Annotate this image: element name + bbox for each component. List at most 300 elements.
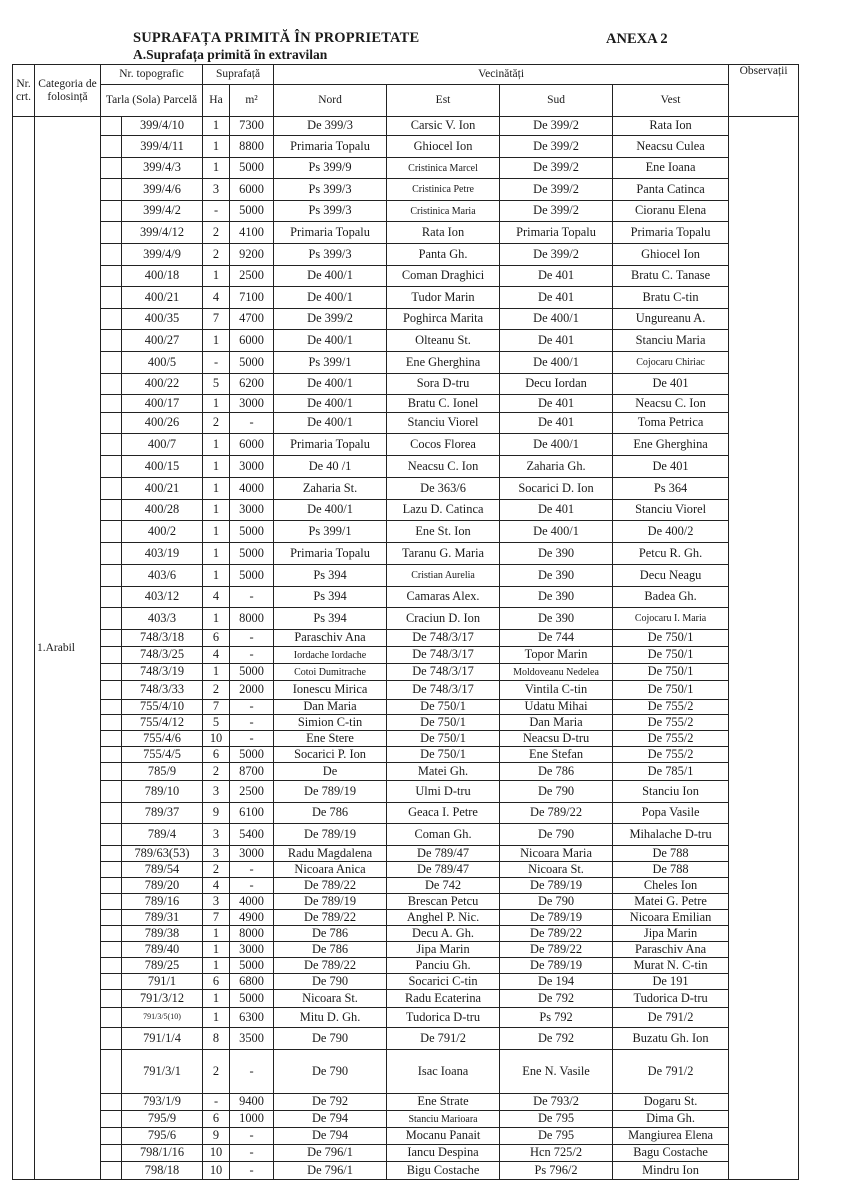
m2-cell: 7100 bbox=[230, 287, 274, 309]
north-cell: De 789/19 bbox=[274, 824, 387, 846]
east-cell: Ulmi D-tru bbox=[387, 781, 500, 803]
ha-cell: 1 bbox=[203, 434, 230, 456]
east-cell: Iancu Despina bbox=[387, 1145, 500, 1162]
west-cell: Nicoara Emilian bbox=[613, 910, 729, 926]
south-cell: De 390 bbox=[500, 543, 613, 565]
south-cell: De 744 bbox=[500, 630, 613, 647]
table-row bbox=[13, 647, 799, 664]
west-cell: Panta Catinca bbox=[613, 179, 729, 201]
table-row bbox=[13, 1128, 799, 1145]
west-cell: Cioranu Elena bbox=[613, 201, 729, 222]
tarla-cell bbox=[101, 1050, 122, 1094]
south-cell: De 790 bbox=[500, 824, 613, 846]
tarla-cell bbox=[101, 958, 122, 974]
header-south: Sud bbox=[500, 85, 613, 117]
west-cell: Neacsu Culea bbox=[613, 136, 729, 158]
parcel-cell: 791/3/5(10) bbox=[122, 1008, 203, 1028]
table-row bbox=[13, 309, 799, 330]
south-cell: De 789/22 bbox=[500, 803, 613, 824]
west-cell: De 755/2 bbox=[613, 700, 729, 715]
m2-cell: 6300 bbox=[230, 1008, 274, 1028]
north-cell: De 399/2 bbox=[274, 309, 387, 330]
west-cell: Ene Gherghina bbox=[613, 434, 729, 456]
west-cell: Ene Ioana bbox=[613, 158, 729, 179]
ha-cell: - bbox=[203, 201, 230, 222]
tarla-cell bbox=[101, 715, 122, 731]
m2-cell: - bbox=[230, 1050, 274, 1094]
north-cell: De 794 bbox=[274, 1128, 387, 1145]
m2-cell: 4000 bbox=[230, 478, 274, 500]
south-cell: De 789/19 bbox=[500, 958, 613, 974]
table-row bbox=[13, 990, 799, 1008]
table-row bbox=[13, 846, 799, 862]
ha-cell: 2 bbox=[203, 244, 230, 266]
table-row bbox=[13, 878, 799, 894]
parcel-cell: 748/3/18 bbox=[122, 630, 203, 647]
m2-cell: 5000 bbox=[230, 521, 274, 543]
east-cell: De 748/3/17 bbox=[387, 647, 500, 664]
table-row bbox=[13, 781, 799, 803]
tarla-cell bbox=[101, 608, 122, 630]
m2-cell: 5000 bbox=[230, 201, 274, 222]
ha-cell: 3 bbox=[203, 179, 230, 201]
table-row bbox=[13, 456, 799, 478]
south-cell: Neacsu D-tru bbox=[500, 731, 613, 747]
table-row bbox=[13, 1094, 799, 1111]
m2-cell: 3000 bbox=[230, 395, 274, 413]
m2-cell: 9400 bbox=[230, 1094, 274, 1111]
tarla-cell bbox=[101, 990, 122, 1008]
m2-cell: 8000 bbox=[230, 608, 274, 630]
west-cell: Stanciu Maria bbox=[613, 330, 729, 352]
south-cell: De 789/22 bbox=[500, 942, 613, 958]
north-cell: De 789/22 bbox=[274, 958, 387, 974]
north-cell: Ps 394 bbox=[274, 587, 387, 608]
north-cell: Ps 399/9 bbox=[274, 158, 387, 179]
m2-cell: - bbox=[230, 587, 274, 608]
parcel-cell: 789/63(53) bbox=[122, 846, 203, 862]
south-cell: Ps 792 bbox=[500, 1008, 613, 1028]
parcel-cell: 399/4/2 bbox=[122, 201, 203, 222]
west-cell: Mindru Ion bbox=[613, 1162, 729, 1180]
ha-cell: 2 bbox=[203, 862, 230, 878]
header-topo: Nr. topografic bbox=[101, 65, 203, 85]
header-ha: Ha bbox=[203, 85, 230, 117]
south-cell: Topor Marin bbox=[500, 647, 613, 664]
ha-cell: 5 bbox=[203, 715, 230, 731]
south-cell: De 793/2 bbox=[500, 1094, 613, 1111]
tarla-cell bbox=[101, 824, 122, 846]
east-cell: Stanciu Marioara bbox=[387, 1111, 500, 1128]
west-cell: Murat N. C-tin bbox=[613, 958, 729, 974]
ha-cell: 4 bbox=[203, 647, 230, 664]
south-cell: De 400/1 bbox=[500, 434, 613, 456]
west-cell: Stanciu Viorel bbox=[613, 500, 729, 521]
east-cell: Anghel P. Nic. bbox=[387, 910, 500, 926]
m2-cell: - bbox=[230, 878, 274, 894]
table-row bbox=[13, 158, 799, 179]
ha-cell: 2 bbox=[203, 413, 230, 434]
m2-cell: 5000 bbox=[230, 990, 274, 1008]
ha-cell: 1 bbox=[203, 958, 230, 974]
west-cell: De 750/1 bbox=[613, 681, 729, 700]
west-cell: Toma Petrica bbox=[613, 413, 729, 434]
north-cell: De 400/1 bbox=[274, 330, 387, 352]
m2-cell: 9200 bbox=[230, 244, 274, 266]
property-table bbox=[12, 64, 799, 1180]
south-cell: De 399/2 bbox=[500, 179, 613, 201]
parcel-cell: 789/25 bbox=[122, 958, 203, 974]
parcel-cell: 400/21 bbox=[122, 287, 203, 309]
table-row bbox=[13, 500, 799, 521]
table-body bbox=[13, 117, 799, 1180]
m2-cell: - bbox=[230, 731, 274, 747]
south-cell: De 789/22 bbox=[500, 926, 613, 942]
table-row bbox=[13, 352, 799, 374]
table-row bbox=[13, 543, 799, 565]
south-cell: De 401 bbox=[500, 266, 613, 287]
tarla-cell bbox=[101, 1162, 122, 1180]
north-cell: De 400/1 bbox=[274, 413, 387, 434]
table-row bbox=[13, 374, 799, 395]
parcel-cell: 400/2 bbox=[122, 521, 203, 543]
north-cell: Ps 399/1 bbox=[274, 521, 387, 543]
east-cell: Stanciu Viorel bbox=[387, 413, 500, 434]
east-cell: Coman Draghici bbox=[387, 266, 500, 287]
table-row bbox=[13, 521, 799, 543]
table-row bbox=[13, 664, 799, 681]
east-cell: De 789/47 bbox=[387, 846, 500, 862]
parcel-cell: 400/26 bbox=[122, 413, 203, 434]
west-cell: De 191 bbox=[613, 974, 729, 990]
tarla-cell bbox=[101, 266, 122, 287]
east-cell: Neacsu C. Ion bbox=[387, 456, 500, 478]
table-row bbox=[13, 630, 799, 647]
north-cell: De 796/1 bbox=[274, 1145, 387, 1162]
east-cell: Ene Strate bbox=[387, 1094, 500, 1111]
ha-cell: 3 bbox=[203, 824, 230, 846]
parcel-cell: 748/3/25 bbox=[122, 647, 203, 664]
ha-cell: 2 bbox=[203, 763, 230, 781]
tarla-cell bbox=[101, 287, 122, 309]
east-cell: De 750/1 bbox=[387, 700, 500, 715]
north-cell: Zaharia St. bbox=[274, 478, 387, 500]
east-cell: Craciun D. Ion bbox=[387, 608, 500, 630]
east-cell: Coman Gh. bbox=[387, 824, 500, 846]
south-cell: Moldoveanu Nedelea bbox=[500, 664, 613, 681]
table-row bbox=[13, 715, 799, 731]
east-cell: De 791/2 bbox=[387, 1028, 500, 1050]
north-cell: De 399/3 bbox=[274, 117, 387, 136]
tarla-cell bbox=[101, 681, 122, 700]
table-row bbox=[13, 958, 799, 974]
table-row bbox=[13, 395, 799, 413]
ha-cell: 1 bbox=[203, 395, 230, 413]
tarla-cell bbox=[101, 664, 122, 681]
parcel-cell: 400/5 bbox=[122, 352, 203, 374]
south-cell: Dan Maria bbox=[500, 715, 613, 731]
north-cell: Ps 399/3 bbox=[274, 201, 387, 222]
east-cell: Taranu G. Maria bbox=[387, 543, 500, 565]
parcel-cell: 791/3/12 bbox=[122, 990, 203, 1008]
ha-cell: 6 bbox=[203, 630, 230, 647]
tarla-cell bbox=[101, 1145, 122, 1162]
m2-cell: 3000 bbox=[230, 942, 274, 958]
ha-cell: 2 bbox=[203, 1050, 230, 1094]
south-cell: Socarici D. Ion bbox=[500, 478, 613, 500]
north-cell: De 789/19 bbox=[274, 781, 387, 803]
west-cell: Ps 364 bbox=[613, 478, 729, 500]
ha-cell: - bbox=[203, 1094, 230, 1111]
tarla-cell bbox=[101, 910, 122, 926]
tarla-cell bbox=[101, 352, 122, 374]
m2-cell: 8000 bbox=[230, 926, 274, 942]
parcel-cell: 399/4/9 bbox=[122, 244, 203, 266]
tarla-cell bbox=[101, 543, 122, 565]
table-row bbox=[13, 1145, 799, 1162]
ha-cell: 1 bbox=[203, 1008, 230, 1028]
tarla-cell bbox=[101, 521, 122, 543]
m2-cell: 6800 bbox=[230, 974, 274, 990]
parcel-cell: 400/7 bbox=[122, 434, 203, 456]
m2-cell: 6000 bbox=[230, 434, 274, 456]
table-row bbox=[13, 942, 799, 958]
parcel-cell: 400/22 bbox=[122, 374, 203, 395]
south-cell: De 401 bbox=[500, 287, 613, 309]
table-row bbox=[13, 974, 799, 990]
south-cell: Ene N. Vasile bbox=[500, 1050, 613, 1094]
south-cell: De 401 bbox=[500, 413, 613, 434]
table-row bbox=[13, 894, 799, 910]
east-cell: Camaras Alex. bbox=[387, 587, 500, 608]
south-cell: De 399/2 bbox=[500, 201, 613, 222]
ha-cell: 4 bbox=[203, 287, 230, 309]
ha-cell: 1 bbox=[203, 926, 230, 942]
north-cell: De 400/1 bbox=[274, 266, 387, 287]
parcel-cell: 798/18 bbox=[122, 1162, 203, 1180]
east-cell: De 750/1 bbox=[387, 715, 500, 731]
east-cell: Panta Gh. bbox=[387, 244, 500, 266]
m2-cell: - bbox=[230, 700, 274, 715]
east-cell: Bratu C. Ionel bbox=[387, 395, 500, 413]
parcel-cell: 755/4/12 bbox=[122, 715, 203, 731]
ha-cell: - bbox=[203, 352, 230, 374]
tarla-cell bbox=[101, 158, 122, 179]
north-cell: De 790 bbox=[274, 1028, 387, 1050]
parcel-cell: 403/3 bbox=[122, 608, 203, 630]
east-cell: Tudor Marin bbox=[387, 287, 500, 309]
north-cell: Socarici P. Ion bbox=[274, 747, 387, 763]
parcel-cell: 400/17 bbox=[122, 395, 203, 413]
tarla-cell bbox=[101, 330, 122, 352]
west-cell: Bratu C-tin bbox=[613, 287, 729, 309]
parcel-cell: 403/19 bbox=[122, 543, 203, 565]
east-cell: Rata Ion bbox=[387, 222, 500, 244]
east-cell: Carsic V. Ion bbox=[387, 117, 500, 136]
ha-cell: 1 bbox=[203, 942, 230, 958]
north-cell: Mitu D. Gh. bbox=[274, 1008, 387, 1028]
m2-cell: 5000 bbox=[230, 747, 274, 763]
m2-cell: 4900 bbox=[230, 910, 274, 926]
table-row bbox=[13, 608, 799, 630]
west-cell: Paraschiv Ana bbox=[613, 942, 729, 958]
table-row bbox=[13, 266, 799, 287]
m2-cell: 5000 bbox=[230, 352, 274, 374]
tarla-cell bbox=[101, 136, 122, 158]
west-cell: De 755/2 bbox=[613, 747, 729, 763]
m2-cell: 8700 bbox=[230, 763, 274, 781]
table-row bbox=[13, 587, 799, 608]
ha-cell: 1 bbox=[203, 990, 230, 1008]
parcel-cell: 755/4/6 bbox=[122, 731, 203, 747]
north-cell: Cotoi Dumitrache bbox=[274, 664, 387, 681]
parcel-cell: 789/16 bbox=[122, 894, 203, 910]
west-cell: De 755/2 bbox=[613, 731, 729, 747]
parcel-cell: 789/10 bbox=[122, 781, 203, 803]
category-cell: 1.Arabil bbox=[35, 117, 101, 1180]
west-cell: Stanciu Ion bbox=[613, 781, 729, 803]
ha-cell: 2 bbox=[203, 222, 230, 244]
header-topo-sub: Tarla (Sola) Parcelă bbox=[101, 85, 203, 117]
north-cell: Radu Magdalena bbox=[274, 846, 387, 862]
table-row bbox=[13, 201, 799, 222]
parcel-cell: 795/9 bbox=[122, 1111, 203, 1128]
south-cell: De 194 bbox=[500, 974, 613, 990]
south-cell: De 400/1 bbox=[500, 352, 613, 374]
m2-cell: 2500 bbox=[230, 781, 274, 803]
m2-cell: 1000 bbox=[230, 1111, 274, 1128]
parcel-cell: 400/28 bbox=[122, 500, 203, 521]
parcel-cell: 755/4/5 bbox=[122, 747, 203, 763]
m2-cell: - bbox=[230, 715, 274, 731]
ha-cell: 3 bbox=[203, 894, 230, 910]
tarla-cell bbox=[101, 747, 122, 763]
north-cell: De 790 bbox=[274, 974, 387, 990]
tarla-cell bbox=[101, 478, 122, 500]
west-cell: De 788 bbox=[613, 862, 729, 878]
south-cell: Nicoara Maria bbox=[500, 846, 613, 862]
table-row bbox=[13, 330, 799, 352]
north-cell: De 786 bbox=[274, 926, 387, 942]
north-cell: Ps 399/3 bbox=[274, 244, 387, 266]
east-cell: De 748/3/17 bbox=[387, 630, 500, 647]
m2-cell: 5000 bbox=[230, 664, 274, 681]
west-cell: De 755/2 bbox=[613, 715, 729, 731]
ha-cell: 3 bbox=[203, 781, 230, 803]
south-cell: De 795 bbox=[500, 1111, 613, 1128]
west-cell: De 791/2 bbox=[613, 1050, 729, 1094]
tarla-cell bbox=[101, 500, 122, 521]
m2-cell: 7300 bbox=[230, 117, 274, 136]
table-row bbox=[13, 910, 799, 926]
m2-cell: - bbox=[230, 1162, 274, 1180]
east-cell: Poghirca Marita bbox=[387, 309, 500, 330]
west-cell: Primaria Topalu bbox=[613, 222, 729, 244]
parcel-cell: 400/15 bbox=[122, 456, 203, 478]
west-cell: Cojocaru Chiriac bbox=[613, 352, 729, 374]
parcel-cell: 399/4/10 bbox=[122, 117, 203, 136]
north-cell: Ps 399/3 bbox=[274, 179, 387, 201]
m2-cell: 2000 bbox=[230, 681, 274, 700]
west-cell: Mihalache D-tru bbox=[613, 824, 729, 846]
table-row bbox=[13, 434, 799, 456]
tarla-cell bbox=[101, 201, 122, 222]
tarla-cell bbox=[101, 700, 122, 715]
table-row bbox=[13, 824, 799, 846]
m2-cell: - bbox=[230, 1128, 274, 1145]
table-row bbox=[13, 681, 799, 700]
table-row bbox=[13, 287, 799, 309]
west-cell: Matei G. Petre bbox=[613, 894, 729, 910]
west-cell: De 750/1 bbox=[613, 647, 729, 664]
ha-cell: 1 bbox=[203, 500, 230, 521]
page-title: SUPRAFAȚA PRIMITĂ ÎN PROPRIETATE bbox=[133, 30, 420, 46]
table-row bbox=[13, 179, 799, 201]
parcel-cell: 399/4/3 bbox=[122, 158, 203, 179]
west-cell: De 750/1 bbox=[613, 664, 729, 681]
parcel-cell: 403/12 bbox=[122, 587, 203, 608]
m2-cell: 8800 bbox=[230, 136, 274, 158]
m2-cell: 3000 bbox=[230, 500, 274, 521]
tarla-cell bbox=[101, 894, 122, 910]
ha-cell: 4 bbox=[203, 878, 230, 894]
ha-cell: 9 bbox=[203, 803, 230, 824]
parcel-cell: 789/4 bbox=[122, 824, 203, 846]
m2-cell: - bbox=[230, 647, 274, 664]
south-cell: Vintila C-tin bbox=[500, 681, 613, 700]
parcel-cell: 400/27 bbox=[122, 330, 203, 352]
parcel-cell: 795/6 bbox=[122, 1128, 203, 1145]
north-cell: De 786 bbox=[274, 942, 387, 958]
ha-cell: 1 bbox=[203, 565, 230, 587]
tarla-cell bbox=[101, 434, 122, 456]
west-cell: Buzatu Gh. Ion bbox=[613, 1028, 729, 1050]
east-cell: Ene Gherghina bbox=[387, 352, 500, 374]
ha-cell: 1 bbox=[203, 664, 230, 681]
west-cell: De 750/1 bbox=[613, 630, 729, 647]
tarla-cell bbox=[101, 974, 122, 990]
tarla-cell bbox=[101, 763, 122, 781]
south-cell: Zaharia Gh. bbox=[500, 456, 613, 478]
table-row bbox=[13, 478, 799, 500]
north-cell: De 794 bbox=[274, 1111, 387, 1128]
m2-cell: 6000 bbox=[230, 179, 274, 201]
ha-cell: 1 bbox=[203, 266, 230, 287]
m2-cell: 3000 bbox=[230, 456, 274, 478]
parcel-cell: 400/18 bbox=[122, 266, 203, 287]
south-cell: De 790 bbox=[500, 894, 613, 910]
m2-cell: - bbox=[230, 1145, 274, 1162]
tarla-cell bbox=[101, 878, 122, 894]
west-cell: Cojocaru I. Maria bbox=[613, 608, 729, 630]
m2-cell: 4700 bbox=[230, 309, 274, 330]
parcel-cell: 789/37 bbox=[122, 803, 203, 824]
east-cell: De 363/6 bbox=[387, 478, 500, 500]
parcel-cell: 400/35 bbox=[122, 309, 203, 330]
table-row bbox=[13, 1008, 799, 1028]
tarla-cell bbox=[101, 587, 122, 608]
east-cell: Geaca I. Petre bbox=[387, 803, 500, 824]
west-cell: Popa Vasile bbox=[613, 803, 729, 824]
annex-label: ANEXA 2 bbox=[606, 31, 668, 47]
west-cell: Decu Neagu bbox=[613, 565, 729, 587]
west-cell: De 788 bbox=[613, 846, 729, 862]
east-cell: Cristian Aurelia bbox=[387, 565, 500, 587]
east-cell: Tudorica D-tru bbox=[387, 1008, 500, 1028]
ha-cell: 1 bbox=[203, 330, 230, 352]
east-cell: De 748/3/17 bbox=[387, 681, 500, 700]
south-cell: De 401 bbox=[500, 330, 613, 352]
